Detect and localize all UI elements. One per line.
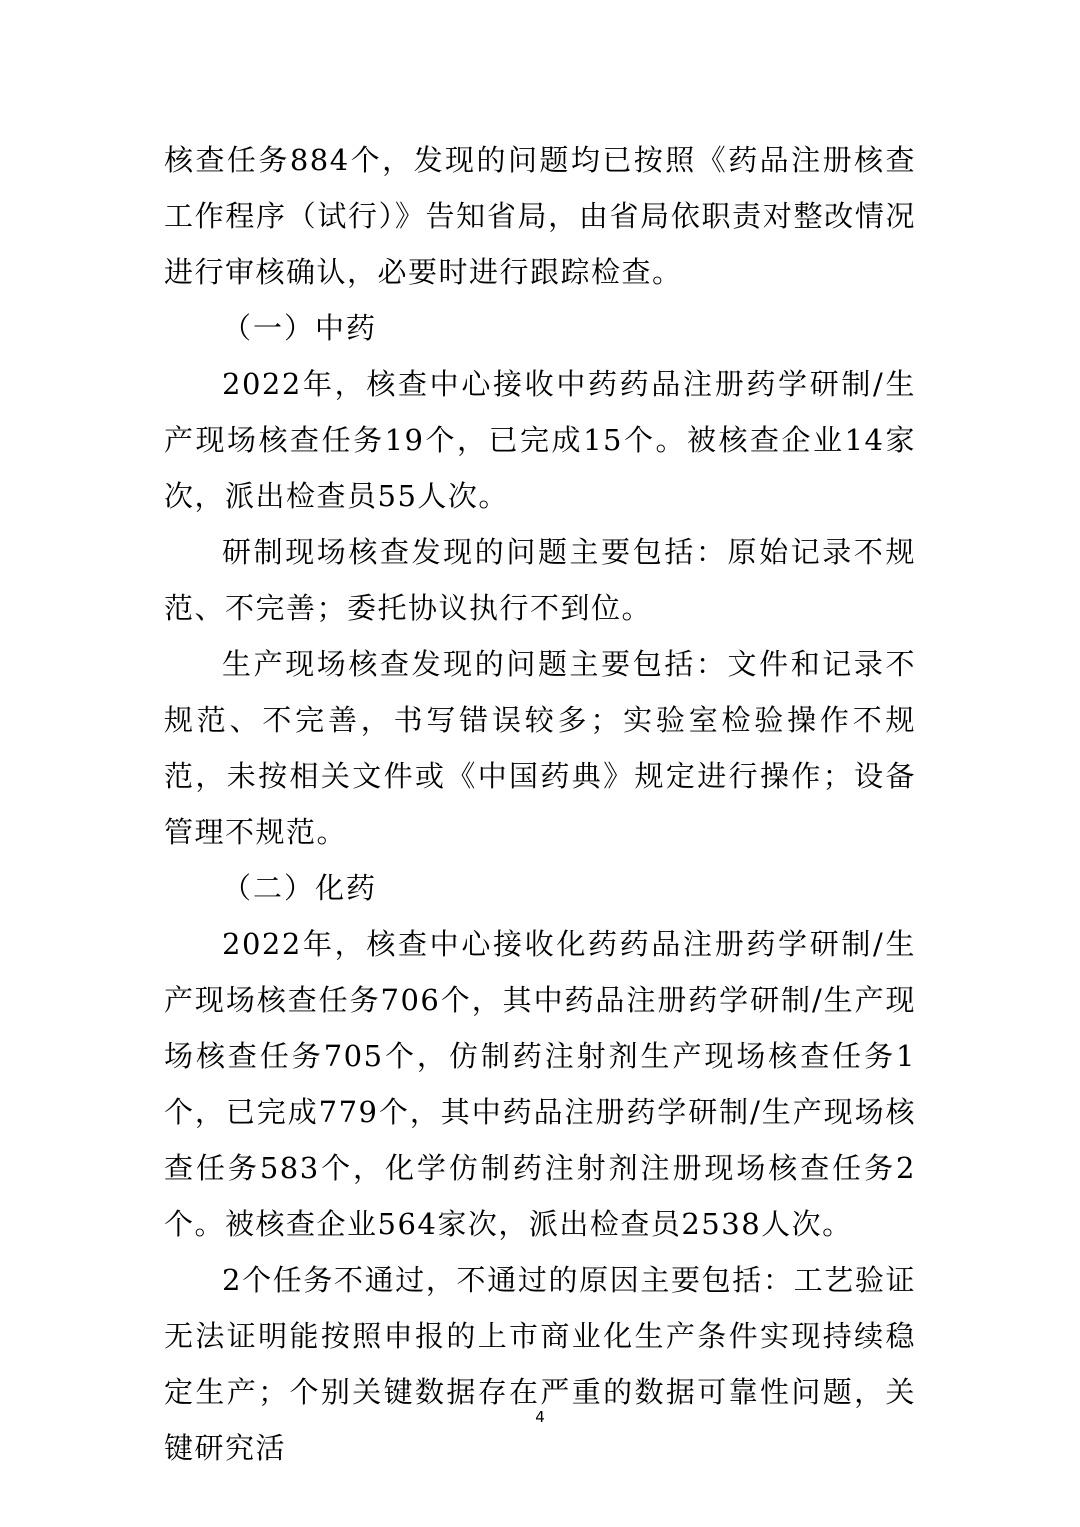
section-heading-tcm: （一）中药 xyxy=(222,311,378,345)
paragraph-chemical-failures: 2个任务不通过，不通过的原因主要包括：工艺验证无法证明能按照申报的上市商业化生产条件实现持续稳定生产；个别关键数据存在严重的数据可靠性问题，关键研究活 xyxy=(164,1263,916,1465)
paragraph-continuation: 核查任务884个，发现的问题均已按照《药品注册核查工作程序（试行）》告知省局，由省局依职责对整改情况进行审核确认，必要时进行跟踪检查。 xyxy=(164,143,916,289)
document-body xyxy=(164,132,916,1476)
paragraph-tcm-production-issues: 生产现场核查发现的问题主要包括：文件和记录不规范、不完善，书写错误较多；实验室检验操作不规范，未按相关文件或《中国药典》规定进行操作；设备管理不规范。 xyxy=(164,647,916,849)
paragraph-tcm-summary: 2022年，核查中心接收中药药品注册药学研制/生产现场核查任务19个，已完成15个。被核查企业14家次，派出检查员55人次。 xyxy=(164,367,916,513)
page-number: 4 xyxy=(535,1408,545,1426)
paragraph-tcm-research-issues: 研制现场核查发现的问题主要包括：原始记录不规范、不完善；委托协议执行不到位。 xyxy=(164,535,916,625)
section-heading-chemical: （二）化药 xyxy=(222,871,378,905)
paragraph-chemical-summary: 2022年，核查中心接收化药药品注册药学研制/生产现场核查任务706个，其中药品注册药学研制/生产现场核查任务705个，仿制药注射剂生产现场核查任务1个，已完成779个，其中药品注册药学研制/生产现场核查任务583个，化学仿制药注射剂注册现场核查任务2个。被核查企业564家次，派出检查员2538人次。 xyxy=(164,927,916,1241)
